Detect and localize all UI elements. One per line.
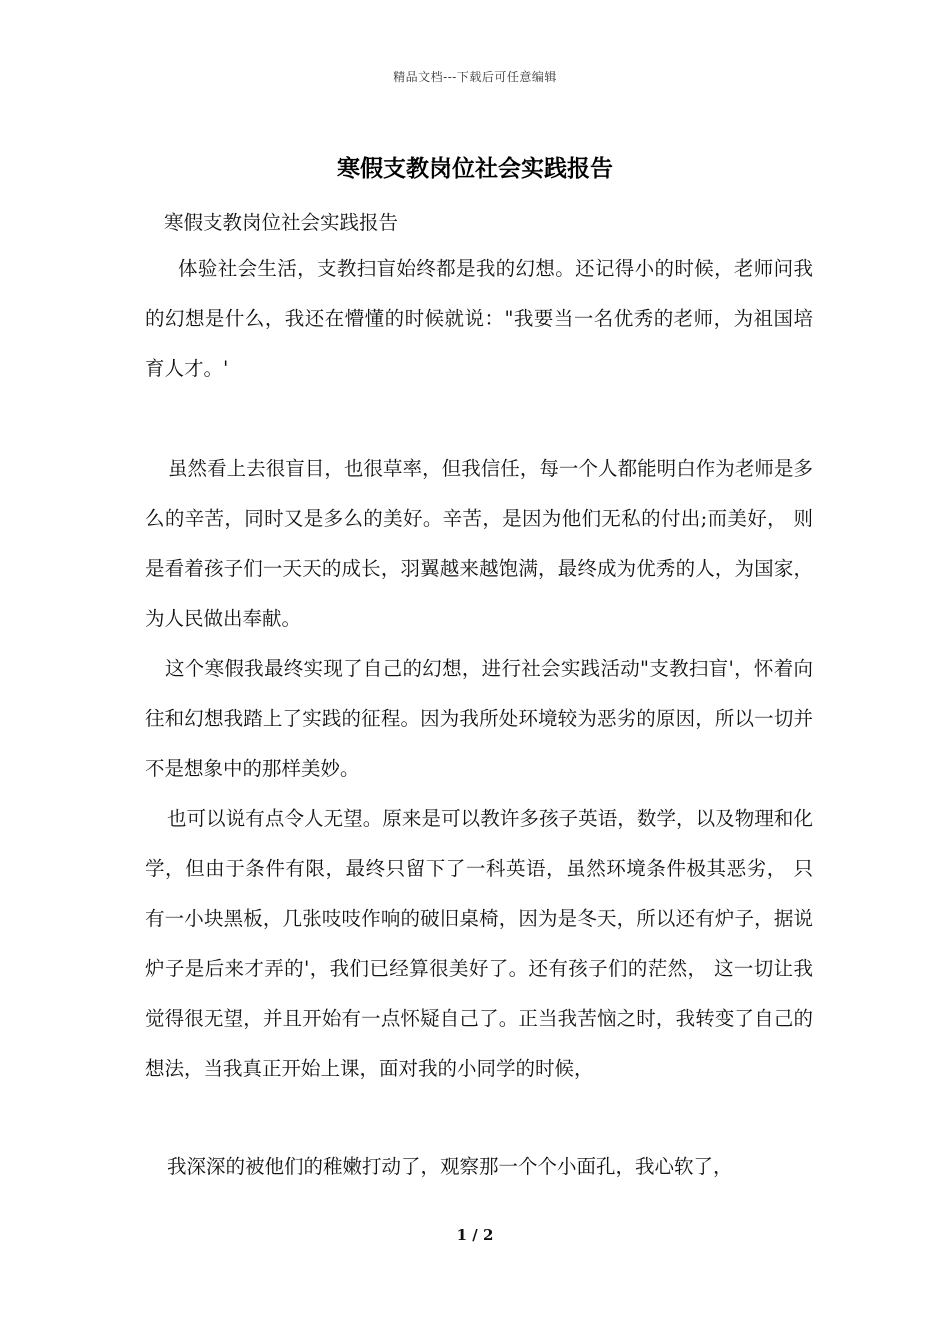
- paragraph-3: 这个寒假我最终实现了自己的幻想，进行社会实践活动"支教扫盲'，怀着向往和幻想我踏上了实践的征程。因为我所处环境较为恶劣的原因，所以一切并不是想象中的那样美妙。: [145, 657, 813, 780]
- header-note: 精品文档---下载后可任意编辑: [393, 70, 557, 84]
- page-number: 1 / 2: [456, 1226, 494, 1244]
- paragraph-1: 体验社会生活，支教扫盲始终都是我的幻想。还记得小的时候，老师问我的幻想是什么，我还在懵懂的时候就说："我要当一名优秀的老师，为祖国培育人才。': [145, 257, 813, 380]
- document-title: 寒假支教岗位社会实践报告: [337, 155, 613, 182]
- paragraph-5: 我深深的被他们的稚嫩打动了，观察那一个个小面孔，我心软了，: [167, 1155, 733, 1178]
- paragraph-2: 虽然看上去很盲目，也很草率，但我信任，每一个人都能明白作为老师是多么的辛苦，同时又是多么的美好。辛苦，是因为他们无私的付出;而美好， 则是看着孩子们一天天的成长，羽翼越来越饱满，最终成为优秀的人，为国家，为人民做出奉献。: [145, 457, 813, 630]
- paragraph-4: 也可以说有点令人无望。原来是可以教许多孩子英语，数学，以及物理和化学，但由于条件有限，最终只留下了一科英语，虽然环境条件极其恶劣， 只有一小块黑板，几张吱吱作响的破旧桌椅，因为是冬天，所以还有炉子，据说炉子是后来才弄的'，我们已经算很美好了。还有孩子们的茫然， 这一切让我觉得很无望，并且开始有一点怀疑自己了。正当我苦恼之时，我转变了自己的想法，当我真正开始上课，面对我的小同学的时候，: [145, 807, 813, 1080]
- document-subtitle: 寒假支教岗位社会实践报告: [164, 211, 399, 234]
